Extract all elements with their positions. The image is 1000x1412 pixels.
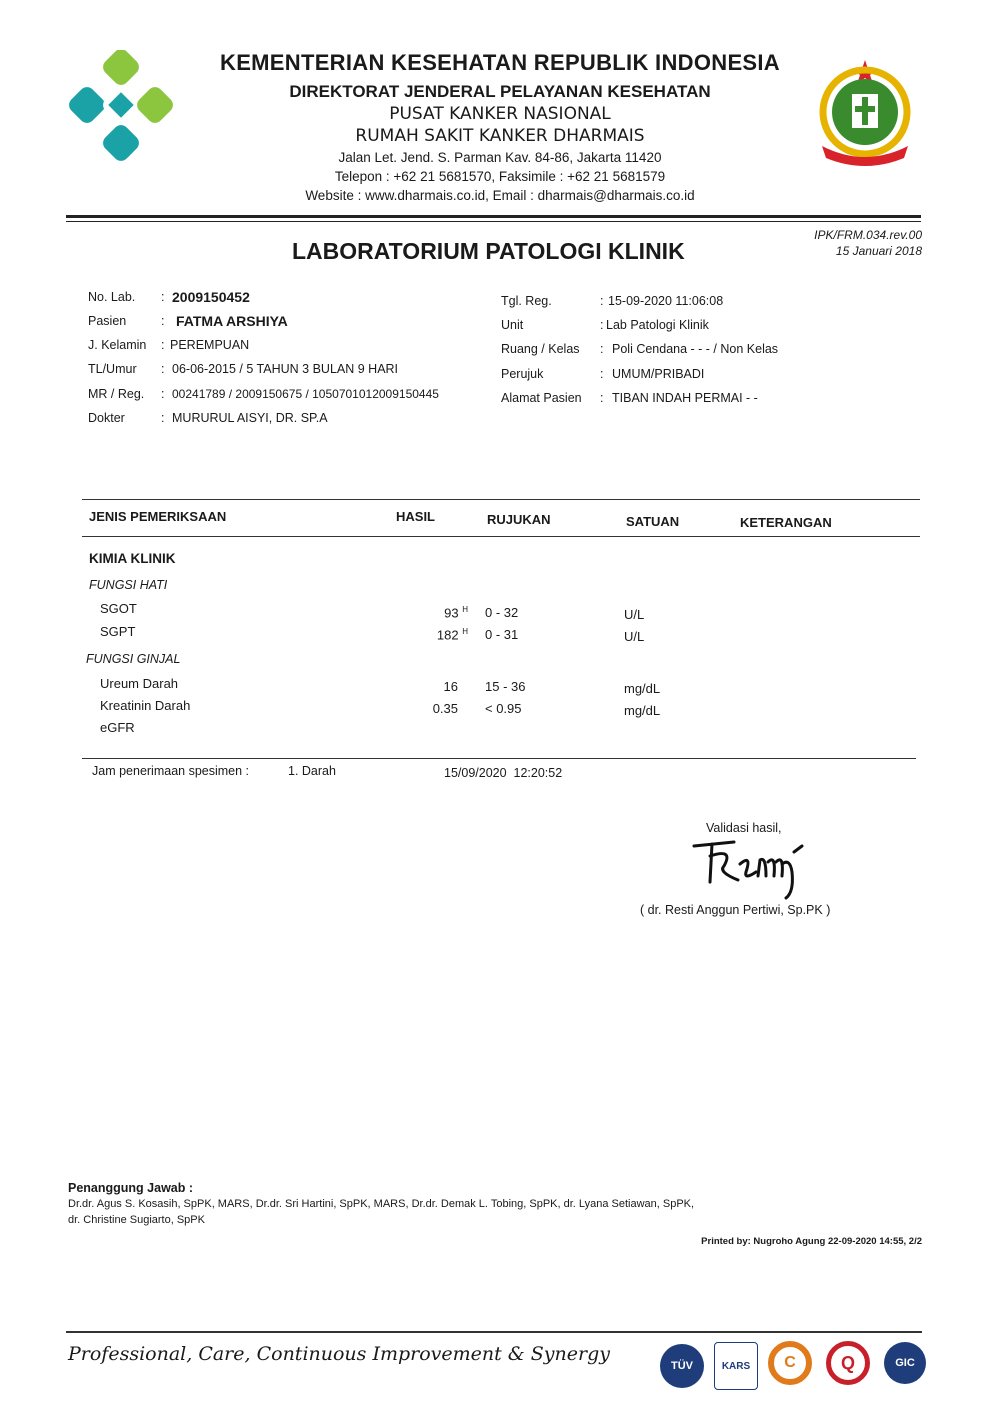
sep-kelamin: :: [161, 338, 165, 352]
value-pasien: FATMA ARSHIYA: [176, 313, 288, 329]
value-tl-umur: 06-06-2015 / 5 TAHUN 3 BULAN 9 HARI: [172, 362, 399, 376]
table-bottom-rule: [82, 758, 916, 759]
signature: [690, 832, 820, 902]
sep-ruang-kelas: :: [600, 342, 604, 356]
value-mr-reg: 00241789 / 2009150675 / 1050701012009150445: [172, 387, 439, 401]
unit-ureum: mg/dL: [624, 681, 661, 696]
label-no-lab: No. Lab.: [88, 290, 136, 304]
hospital-web: Website : www.dharmais.co.id, Email : dharmais@dharmais.co.id: [305, 188, 695, 203]
center-name: PUSAT KANKER NASIONAL: [389, 104, 611, 124]
result-ureum: 16: [443, 679, 458, 694]
label-pasien: Pasien: [88, 314, 127, 328]
value-no-lab: 2009150452: [172, 289, 250, 305]
unit-kreatinin: mg/dL: [624, 703, 661, 718]
unit-sgpt: U/L: [624, 629, 645, 644]
test-ureum: Ureum Darah: [100, 676, 179, 691]
responsible-title: Penanggung Jawab :: [68, 1181, 194, 1195]
col-satuan: SATUAN: [626, 514, 680, 529]
sep-tgl-reg: :: [600, 294, 604, 308]
value-perujuk: UMUM/PRIBADI: [612, 367, 705, 381]
q-badge-icon: Q: [826, 1341, 870, 1385]
ref-kreatinin: < 0.95: [485, 701, 522, 716]
test-sgpt: SGPT: [100, 624, 136, 639]
label-tl-umur: TL/Umur: [88, 362, 137, 376]
col-hasil: HASIL: [396, 509, 435, 524]
ref-sgpt: 0 - 31: [485, 627, 519, 642]
form-code: IPK/FRM.034.rev.00: [814, 228, 922, 242]
validation-label: Validasi hasil,: [706, 821, 782, 835]
test-egfr: eGFR: [100, 720, 135, 735]
responsible-line2: dr. Christine Sugiarto, SpPK: [68, 1214, 205, 1226]
value-unit: Lab Patologi Klinik: [606, 318, 709, 332]
form-date: 15 Januari 2018: [835, 244, 922, 258]
directorate-name: DIREKTORAT JENDERAL PELAYANAN KESEHATAN: [289, 82, 711, 101]
sep-dokter: :: [161, 411, 165, 425]
sep-mr-reg: :: [161, 387, 165, 401]
page-title: LABORATORIUM PATOLOGI KLINIK: [292, 238, 685, 264]
specimen-item: 1. Darah: [288, 764, 336, 778]
sep-tl-umur: :: [161, 362, 165, 376]
label-perujuk: Perujuk: [501, 367, 544, 381]
ministry-logo: [66, 50, 178, 166]
hospital-phone: Telepon : +62 21 5681570, Faksimile : +62 21 5681579: [334, 169, 666, 184]
test-kreatinin: Kreatinin Darah: [100, 698, 191, 713]
sep-unit: :: [600, 318, 604, 332]
footer-motto: Professional, Care, Continuous Improvement & Synergy: [68, 1343, 610, 1365]
c-badge-icon: C: [768, 1341, 812, 1385]
ref-sgot: 0 - 32: [485, 605, 519, 620]
unit-sgot: U/L: [624, 607, 645, 622]
col-keterangan: KETERANGAN: [740, 515, 832, 530]
specimen-label: Jam penerimaan spesimen :: [92, 764, 250, 778]
test-sgot: SGOT: [100, 601, 137, 616]
col-jenis-pemeriksaan: JENIS PEMERIKSAAN: [89, 509, 227, 524]
result-kreatinin: 0.35: [432, 701, 458, 716]
table-top-rule: [82, 499, 920, 500]
label-kelamin: J. Kelamin: [88, 338, 147, 352]
label-unit: Unit: [501, 318, 524, 332]
label-dokter: Dokter: [88, 411, 125, 425]
ref-ureum: 15 - 36: [485, 679, 526, 694]
result-sgpt: 182 $^H$: [436, 627, 468, 643]
value-kelamin: PEREMPUAN: [170, 338, 250, 352]
value-ruang-kelas: Poli Cendana - - - / Non Kelas: [612, 342, 779, 356]
group-fungsi-hati: FUNGSI HATI: [89, 578, 168, 592]
group-fungsi-ginjal: FUNGSI GINJAL: [86, 652, 181, 666]
result-sgot: 93 $^H$: [444, 605, 468, 621]
sep-perujuk: :: [600, 367, 604, 381]
value-alamat: TIBAN INDAH PERMAI - -: [612, 391, 758, 405]
footer-rule: [66, 1331, 922, 1333]
hospital-address: Jalan Let. Jend. S. Parman Kav. 84-86, Jakarta 11420: [338, 150, 662, 165]
tuv-badge-icon: TÜV: [660, 1344, 704, 1388]
hospital-name: RUMAH SAKIT KANKER DHARMAIS: [355, 126, 645, 146]
label-mr-reg: MR / Reg.: [88, 387, 145, 401]
sep-no-lab: :: [161, 290, 165, 304]
ministry-name: KEMENTERIAN KESEHATAN REPUBLIK INDONESIA: [220, 50, 780, 75]
value-tgl-reg: 15-09-2020 11:06:08: [608, 294, 724, 308]
header-rule-thin: [66, 221, 921, 222]
label-ruang-kelas: Ruang / Kelas: [501, 342, 580, 356]
value-dokter: MURURUL AISYI, DR. SP.A: [172, 411, 328, 425]
label-alamat: Alamat Pasien: [501, 391, 582, 405]
hospital-emblem: [806, 50, 924, 168]
header-rule-thick: [66, 215, 921, 218]
gic-badge-icon: GIC: [884, 1342, 926, 1384]
table-header-rule: [82, 536, 920, 537]
validation-signer: ( dr. Resti Anggun Pertiwi, Sp.PK ): [640, 903, 831, 917]
section-kimia-klinik: KIMIA KLINIK: [89, 551, 176, 566]
responsible-line1: Dr.dr. Agus S. Kosasih, SpPK, MARS, Dr.dr. Sri Hartini, SpPK, MARS, Dr.dr. Demak L. Tobing, SpPK, dr. Lyana Setiawan, SpPK,: [68, 1198, 695, 1210]
label-tgl-reg: Tgl. Reg.: [501, 294, 552, 308]
sep-pasien: :: [161, 314, 165, 328]
specimen-time: 15/09/2020 12:20:52: [444, 766, 563, 780]
kars-badge-icon: KARS: [714, 1342, 758, 1390]
printed-by: Printed by: Nugroho Agung 22-09-2020 14:55, 2/2: [701, 1236, 922, 1247]
sep-alamat: :: [600, 391, 604, 405]
col-rujukan: RUJUKAN: [487, 512, 551, 527]
